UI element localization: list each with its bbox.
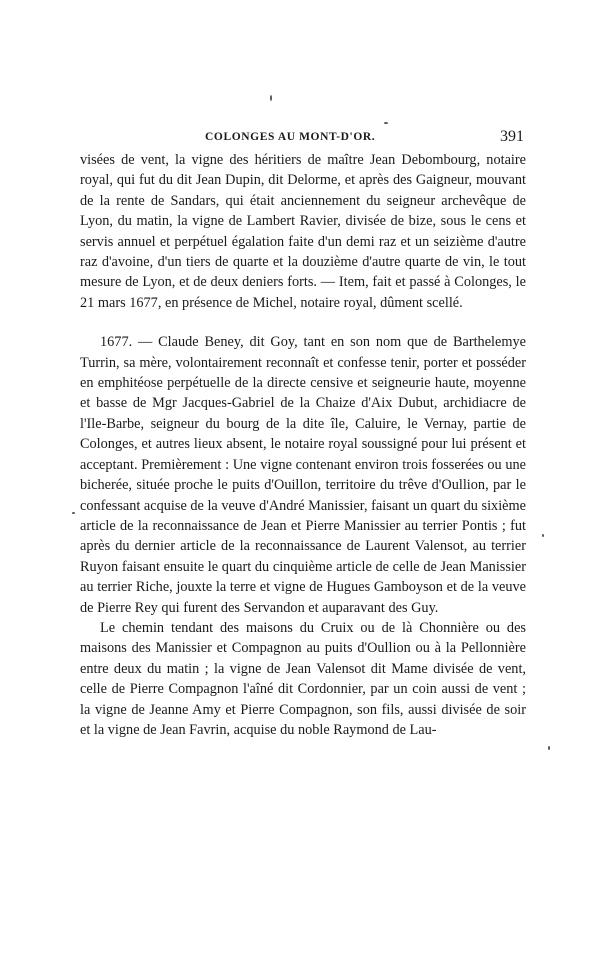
paragraph-1677-entry: 1677. — Claude Beney, dit Goy, tant en son nom que de Barthelemye Turrin, sa mère, volontairement reconnaît et confesse tenir, porter et posséder en emphitéose perpétuelle de la directe censive et seigneurie haute, moyenne et basse de Mgr Jacques-Gabriel de la Chaize d'Aix Dubut, archidiacre de l'Ile-Barbe, seigneur du bourg de la dite île, Caluire, le Vernay, partie de Colonges, et autres lieux absent, le notaire royal soussigné pour lui présent et acceptant. Premièrement : Une vigne contenant environ trois fosserées ou une bicherée, située proche le puits d'Ouillon, territoire du trêve d'Oullion, par le confessant acquise de la veuve d'André Manissier, faisant un quart du sixième article de la reconnaissance de Jean et Pierre Manissier au terrier Pontis ; fut après du dernier article de la reconnaissance de Laurent Valensot, au terrier Ruyon faisant ensuite le quart du cinquième article de celle de Jean Manissier au terrier Riche, jouxte la terre et vigne de Hugues Gamboyson et de la veuve de Pierre Rey qui furent des Servandon et auparavant des Guy.	[80, 334, 526, 616]
page-header	[80, 128, 526, 149]
running-title: COLONGES AU MONT-D'OR.	[205, 131, 376, 143]
paragraph-chemin: Le chemin tendant des maisons du Cruix ou de là Chonnière ou des maisons des Manissier et Compagnon au puits d'Oullion ou à la Pellonnière entre deux du matin ; la vigne de Jean Valensot dit Mame divisée de vent, celle de Pierre Compagnon l'aîné dit Cordonnier, par un coin aussi de vent ; la vigne de Jeanne Amy et Pierre Compagnon, son fils, aussi divisée de soir et la vigne de Jean Favrin, acquise du noble Raymond de Lau-	[80, 619, 526, 738]
ink-speck	[270, 95, 272, 101]
paragraph-continuation: visées de vent, la vigne des héritiers de maître Jean Debombourg, notaire royal, qui fut du dit Jean Dupin, dit Delorme, et après des Gaigneur, mouvant de la rente de Sandars, qui était anciennement du seigneur archevêque de Lyon, du matin, la vigne de Lambert Ravier, divisée de bize, sous le cens et servis annuel et perpétuel égalation faite d'un demi raz et un seizième d'autre raz d'avoine, d'un tiers de quarte et la douzième d'autre quarte de vin, le tout mesure de Lyon, et de deux deniers forts. — Item, fait et passé à Colonges, le 21 mars 1677, en présence de Michel, notaire royal, dûment scellé.	[80, 152, 526, 311]
ink-speck	[72, 512, 75, 514]
body-text	[80, 150, 526, 740]
ink-speck	[384, 122, 388, 124]
ink-speck	[548, 746, 550, 750]
ink-speck	[542, 534, 544, 537]
page-number: 391	[500, 128, 524, 145]
